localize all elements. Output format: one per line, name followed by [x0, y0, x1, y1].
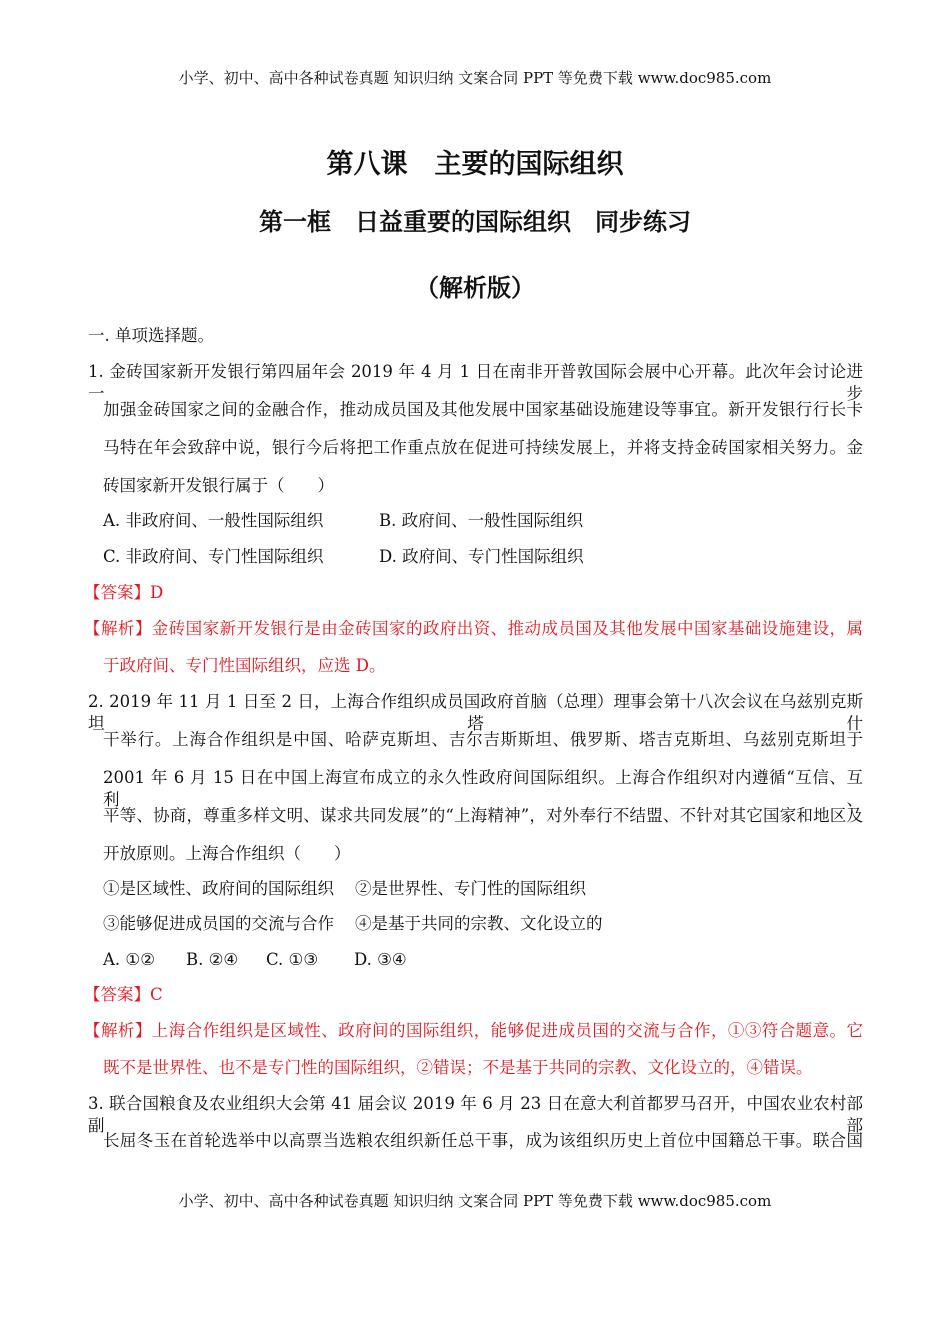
edition-label: （解析版）	[415, 274, 535, 302]
q1-answer: 【答案】D	[84, 583, 164, 602]
q2-statement-1: ①是区域性、政府间的国际组织	[103, 879, 334, 898]
question-2-line: 开放原则。上海合作组织（ ）	[103, 844, 351, 863]
q2-statement-4: ④是基于共同的宗教、文化设立的	[355, 914, 603, 933]
section-heading: 一. 单项选择题。	[88, 326, 214, 345]
question-2-line: 2. 2019 年 11 月 1 日至 2 日，上海合作组织成员国政府首脑（总理）理事会第十八次会议在乌兹别克斯坦塔什	[88, 692, 863, 733]
q1-option-a: A. 非政府间、一般性国际组织	[103, 511, 324, 530]
question-1-line: 马特在年会致辞中说，银行今后将把工作重点放在促进可持续发展上，并将支持金砖国家相关努力。金	[103, 438, 863, 457]
section-subtitle: 第一框 日益重要的国际组织 同步练习	[259, 208, 691, 236]
q2-option-a: A. ①②	[103, 950, 155, 969]
question-1-line: 砖国家新开发银行属于（ ）	[103, 476, 334, 495]
question-2-line: 2001 年 6 月 15 日在中国上海宣布成立的永久性政府间国际组织。上海合作组织对内遵循“互信、互利、	[103, 768, 863, 809]
page-footer: 小学、初中、高中各种试卷真题 知识归纳 文案合同 PPT 等免费下载 www.doc985.com	[178, 1192, 772, 1210]
question-1-line: 加强金砖国家之间的金融合作，推动成员国及其他发展中国家基础设施建设等事宜。新开发银行行长卡	[103, 400, 863, 419]
q1-option-b: B. 政府间、一般性国际组织	[379, 511, 584, 530]
q1-option-d: D. 政府间、专门性国际组织	[379, 547, 584, 566]
q1-option-c: C. 非政府间、专门性国际组织	[103, 547, 324, 566]
q1-analysis: 【解析】金砖国家新开发银行是由金砖国家的政府出资、推动成员国及其他发展中国家基础设施建设，属	[84, 619, 863, 638]
q2-option-b: B. ②④	[186, 950, 239, 969]
q2-answer: 【答案】C	[84, 985, 163, 1004]
question-1-line: 1. 金砖国家新开发银行第四届年会 2019 年 4 月 1 日在南非开普敦国际会展中心开幕。此次年会讨论进一步	[88, 362, 863, 403]
page-header: 小学、初中、高中各种试卷真题 知识归纳 文案合同 PPT 等免费下载 www.doc985.com	[178, 69, 772, 87]
question-2-line: 干举行。上海合作组织是中国、哈萨克斯坦、吉尔吉斯斯坦、俄罗斯、塔吉克斯坦、乌兹别克斯坦于	[103, 730, 863, 749]
q2-option-d: D. ③④	[354, 950, 407, 969]
q2-statement-2: ②是世界性、专门性的国际组织	[355, 879, 586, 898]
question-3-line: 长屈冬玉在首轮选举中以高票当选粮农组织新任总干事，成为该组织历史上首位中国籍总干事。联合国	[103, 1131, 863, 1150]
q1-analysis: 于政府间、专门性国际组织，应选 D。	[103, 656, 386, 675]
question-2-line: 平等、协商，尊重多样文明、谋求共同发展”的“上海精神”，对外奉行不结盟、不针对其它国家和地区及	[103, 806, 863, 825]
q2-option-c: C. ①③	[266, 950, 319, 969]
q2-statement-3: ③能够促进成员国的交流与合作	[103, 914, 334, 933]
q2-analysis: 既不是世界性、也不是专门性的国际组织，②错误；不是基于共同的宗教、文化设立的，④错误。	[103, 1058, 813, 1077]
q2-analysis: 【解析】上海合作组织是区域性、政府间的国际组织，能够促进成员国的交流与合作，①③符合题意。它	[84, 1021, 863, 1040]
lesson-title: 第八课 主要的国际组织	[326, 149, 624, 180]
question-3-line: 3. 联合国粮食及农业组织大会第 41 届会议 2019 年 6 月 23 日在意大利首都罗马召开，中国农业农村部副部	[88, 1094, 863, 1135]
